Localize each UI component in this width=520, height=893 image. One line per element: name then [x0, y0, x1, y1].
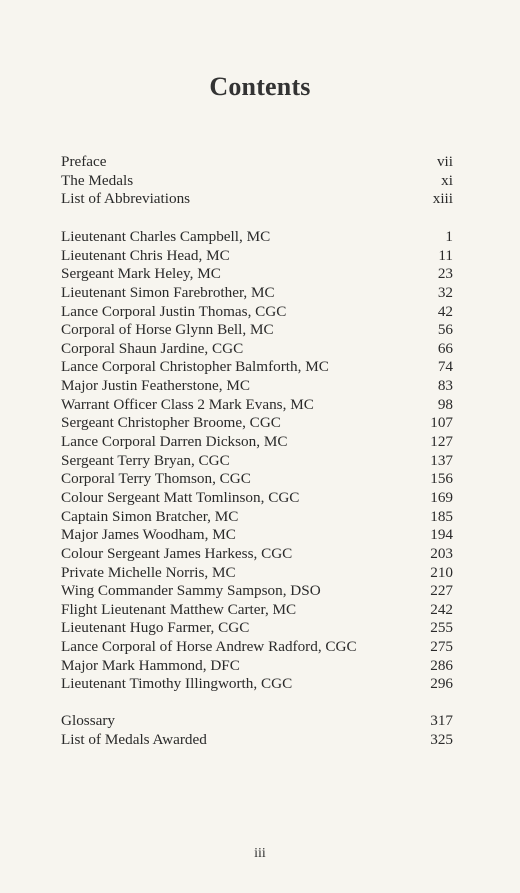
toc-page-number: 169: [430, 488, 453, 506]
toc-page-number: 286: [430, 656, 453, 674]
toc-page-number: 325: [430, 730, 453, 748]
page-title: Contents: [209, 72, 311, 101]
toc-entry: [61, 675, 453, 694]
toc-entry: [61, 321, 453, 340]
toc-page-number: 210: [430, 563, 453, 581]
toc-page-number: 275: [430, 638, 453, 656]
toc-entry-title: List of Abbreviations: [61, 190, 191, 208]
front-matter-list: [61, 153, 453, 209]
toc-entry-title: Colour Sergeant Matt Tomlinson, CGC: [61, 488, 300, 506]
toc-page-number: 296: [430, 675, 453, 693]
toc-page-number: 42: [437, 302, 453, 320]
toc-page-number: 32: [437, 283, 453, 301]
toc-entry: [61, 601, 453, 620]
toc-page-number: 23: [437, 265, 453, 283]
toc-entry-title: Flight Lieutenant Matthew Carter, MC: [61, 600, 297, 618]
toc-entry: [61, 284, 453, 303]
back-matter-list: [61, 712, 453, 749]
toc-entry: [61, 433, 453, 452]
toc-entry-title: Lance Corporal Christopher Balmforth, MC: [61, 358, 329, 376]
toc-page-number: 1: [445, 228, 453, 245]
toc-entry: [61, 470, 453, 489]
toc-entry: [61, 657, 453, 676]
toc-entry: [61, 153, 453, 172]
toc-entry-title: Glossary: [61, 712, 115, 729]
toc-entry-title: Lieutenant Timothy Illingworth, CGC: [61, 675, 293, 693]
toc-entry-title: Private Michelle Norris, MC: [61, 563, 236, 581]
toc-page-number: vii: [436, 153, 453, 170]
toc-page-number: 74: [437, 358, 453, 376]
toc-entry-title: Colour Sergeant James Harkess, CGC: [61, 544, 293, 562]
toc-entry: [61, 396, 453, 415]
toc-page-number: 317: [430, 712, 453, 729]
toc-page-number: 11: [438, 246, 453, 264]
toc-entry: [61, 731, 453, 750]
toc-page-number: 66: [437, 339, 453, 357]
toc-entry-title: Preface: [61, 153, 107, 170]
toc-entry: [61, 582, 453, 601]
toc-entry-title: Lieutenant Simon Farebrother, MC: [61, 283, 275, 301]
toc-page-number: 227: [430, 582, 453, 600]
toc-page-number: 83: [437, 377, 453, 395]
toc-page-number: 107: [430, 414, 453, 432]
toc-page-number: 242: [430, 600, 453, 618]
toc-entry: [61, 619, 453, 638]
toc-entry-title: Corporal Terry Thomson, CGC: [61, 470, 251, 488]
toc-entry: [61, 190, 453, 209]
toc-page-number: xiii: [432, 190, 453, 208]
toc-page-number: 137: [430, 451, 453, 469]
toc-entry-title: Lieutenant Charles Campbell, MC: [61, 228, 271, 245]
toc-entry-title: Sergeant Mark Heley, MC: [61, 265, 221, 283]
toc-entry: [61, 712, 453, 731]
toc-entry: [61, 545, 453, 564]
toc-entry: [61, 265, 453, 284]
toc-entry-title: Major Justin Featherstone, MC: [61, 377, 250, 395]
toc-page-number: 203: [430, 544, 453, 562]
toc-page-number: 56: [437, 321, 453, 339]
toc-entry-title: Lance Corporal Darren Dickson, MC: [61, 433, 288, 451]
toc-page-number: 98: [437, 395, 453, 413]
toc-entry-title: Lance Corporal Justin Thomas, CGC: [61, 302, 287, 320]
toc-entry-title: The Medals: [61, 171, 134, 189]
toc-page-number: 255: [430, 619, 453, 637]
toc-entry: [61, 414, 453, 433]
toc-page-number: 156: [430, 470, 453, 488]
chapter-list: [61, 228, 453, 694]
toc-entry-title: Warrant Officer Class 2 Mark Evans, MC: [61, 395, 314, 413]
toc-entry-title: List of Medals Awarded: [61, 730, 207, 748]
toc-entry-title: Lieutenant Hugo Farmer, CGC: [61, 619, 250, 637]
toc-page-number: 127: [430, 433, 453, 451]
toc-entry-title: Corporal of Horse Glynn Bell, MC: [61, 321, 274, 339]
toc-entry-title: Major James Woodham, MC: [61, 526, 236, 544]
page-folio: iii: [254, 846, 266, 861]
toc-page-number: 194: [430, 526, 453, 544]
toc-entry: [61, 247, 453, 266]
toc-entry: [61, 377, 453, 396]
toc-entry-title: Sergeant Christopher Broome, CGC: [61, 414, 281, 432]
toc-entry: [61, 526, 453, 545]
toc-entry-title: Sergeant Terry Bryan, CGC: [61, 451, 230, 469]
toc-page-number: 185: [430, 507, 453, 525]
toc-entry-title: Lance Corporal of Horse Andrew Radford, CGC: [61, 638, 357, 656]
toc-entry: [61, 638, 453, 657]
toc-entry: [61, 452, 453, 471]
toc-entry: [61, 564, 453, 583]
toc-entry: [61, 303, 453, 322]
toc-entry: [61, 340, 453, 359]
toc-entry: [61, 172, 453, 191]
toc-entry-title: Captain Simon Bratcher, MC: [61, 507, 239, 525]
toc-entry: [61, 358, 453, 377]
toc-entry-title: Wing Commander Sammy Sampson, DSO: [61, 582, 321, 600]
toc-entry: [61, 508, 453, 527]
toc-entry-title: Lieutenant Chris Head, MC: [61, 246, 230, 264]
toc-page-number: xi: [441, 171, 453, 189]
toc-entry-title: Corporal Shaun Jardine, CGC: [61, 339, 244, 357]
toc-entry: [61, 489, 453, 508]
toc-entry-title: Major Mark Hammond, DFC: [61, 656, 240, 674]
toc-entry: [61, 228, 453, 247]
